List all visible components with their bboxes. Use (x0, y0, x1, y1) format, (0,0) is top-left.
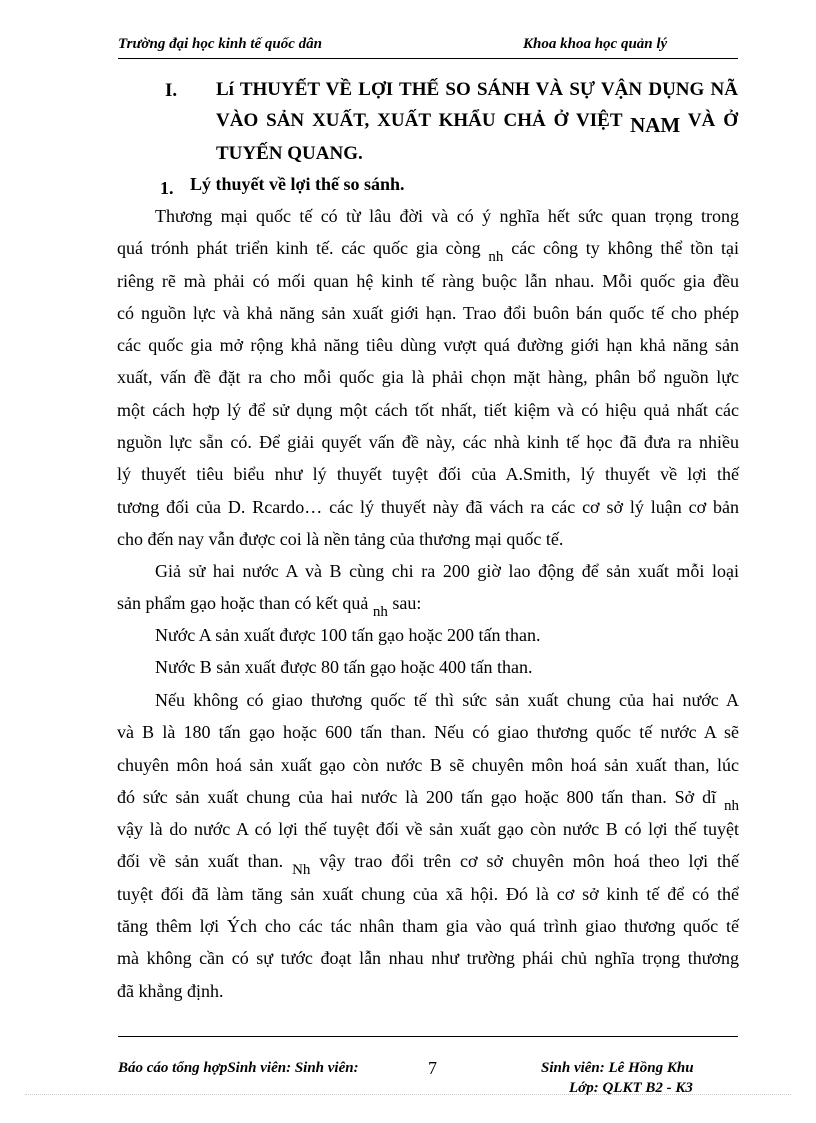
page-edge-divider (25, 1094, 791, 1095)
paragraph-1 (117, 200, 739, 555)
paragraph-line: mà không cần có sự tước đoạt lẫn nhau như trường phái chủ nghĩa trọng thương (117, 948, 739, 969)
paragraph-line: một cách hợp lý để sử dụng một cách tốt nhất, tiết kiệm và có hiệu quả nhất các (117, 399, 739, 420)
paragraph-line: tuyệt đối đã làm tăng sản xuất chung của xã hội. Đó là cơ sở kinh tế để có thể (117, 883, 739, 904)
paragraph-line: cho đến nay vẫn được coi là nền tảng của thương mại quốc tế. (117, 528, 564, 549)
footer-class: Lớp: QLKT B2 - K3 (569, 1080, 693, 1096)
section-title-line-1: Lí THUYẾT VỀ LỢI THẾ SO SÁNH VÀ SỰ VẬN DỤNG NÃ (216, 79, 738, 100)
paragraph-line: Nếu không có giao thương quốc tế thì sức sản xuất chung của hai nước A (155, 690, 739, 710)
paragraph-line: tương đối của D. Rcardo… các lý thuyết này đã vách ra các cơ sở lý luận cơ bản (117, 496, 739, 517)
paragraph-line: xuất, vấn đề đặt ra cho mỗi quốc gia là phải chọn mặt hàng, phân bổ nguồn lực (117, 367, 739, 388)
country-b-line: Nước B sản xuất được 80 tấn gạo hoặc 400 tấn than. (155, 657, 533, 677)
page-number: 7 (428, 1058, 437, 1078)
paragraph-line: đã khẳng định. (117, 980, 224, 1001)
paragraph-line: Thương mại quốc tế có từ lâu đời và có ý nghĩa hết sức quan trọng trong (155, 206, 739, 226)
paragraph-line: riêng rẽ mà phải có mối quan hệ kinh tế ràng buộc lẫn nhau. Mỗi quốc gia đều (117, 270, 739, 291)
header-university: Trường đại học kinh tế quốc dân (118, 36, 323, 52)
paragraph-line: và B là 180 tấn gạo hoặc 600 tấn than. Nếu có giao thương quốc tế nước A sẽ (117, 722, 739, 743)
paragraph-line: lý thuyết tiêu biểu như lý thuyết tuyệt đối của A.Smith, lý thuyết về lợi thế (117, 464, 739, 485)
paragraph-line: có nguồn lực và khả năng sản xuất giới hạn. Trao đổi buôn bán quốc tế cho phép (117, 302, 739, 323)
subsection-title: Lý thuyết về lợi thế so sánh. (190, 174, 405, 194)
section-title-line-3: TUYẾN QUANG. (216, 143, 363, 164)
paragraph-line: đối về sản xuất than. $_{Nh}$ vậy trao đổi trên cơ sở chuyên môn hoá theo lợi thế (117, 851, 739, 879)
header-faculty: Khoa khoa học quản lý (523, 36, 668, 52)
paragraph-2 (117, 555, 739, 620)
paragraph-line: Giả sử hai nước A và B cùng chi ra 200 giờ lao động để sản xuất mỗi loại (155, 561, 739, 581)
paragraph-line: nguồn lực sẵn có. Để giải quyết vấn đề này, các nhà kinh tế học đã đưa ra nhiều (117, 432, 739, 453)
subsection-number: 1. (160, 178, 174, 198)
footer-student: Sinh viên: Lê Hồng Khu (541, 1060, 694, 1076)
section-number: I. (165, 80, 178, 101)
paragraph-line: tăng thêm lợi Ých cho các tác nhân tham gia vào quá trình giao thương quốc tế (117, 916, 739, 937)
paragraph-line: vậy là do nước A có lợi thế tuyệt đối về sản xuất gạo còn nước B có lợi thế tuyệt (117, 819, 739, 840)
footer-report-label: Báo cáo tổng hợpSinh viên: Sinh viên: (118, 1060, 359, 1076)
section-title-line-2: VÀO SẢN XUẤT, XUẤT KHẨU CHẢ Ở VIỆT NAM VÀ Ở (216, 110, 738, 137)
header-rule (118, 58, 738, 59)
country-a-line: Nước A sản xuất được 100 tấn gạo hoặc 200 tấn than. (155, 625, 541, 645)
paragraph-line: đó sức sản xuất chung của hai nước là 200 tấn gạo hoặc 800 tấn than. Sở dĩ $_{nh}$ (117, 786, 739, 814)
footer-rule (118, 1036, 738, 1037)
paragraph-line: quá trónh phát triển kinh tế. các quốc gia còng $_{nh}$ các công ty không thể tồn tại (117, 238, 739, 266)
paragraph-3 (117, 684, 739, 1007)
paragraph-line: chuyên môn hoá sản xuất gạo còn nước B sẽ chuyên môn hoá sản xuất than, lúc (117, 754, 739, 775)
paragraph-line: sản phẩm gạo hoặc than có kết quả $_{nh}$ sau: (117, 593, 422, 621)
paragraph-line: các quốc gia mở rộng khả năng tiêu dùng vượt quá đường giới hạn khả năng sản (117, 335, 739, 356)
